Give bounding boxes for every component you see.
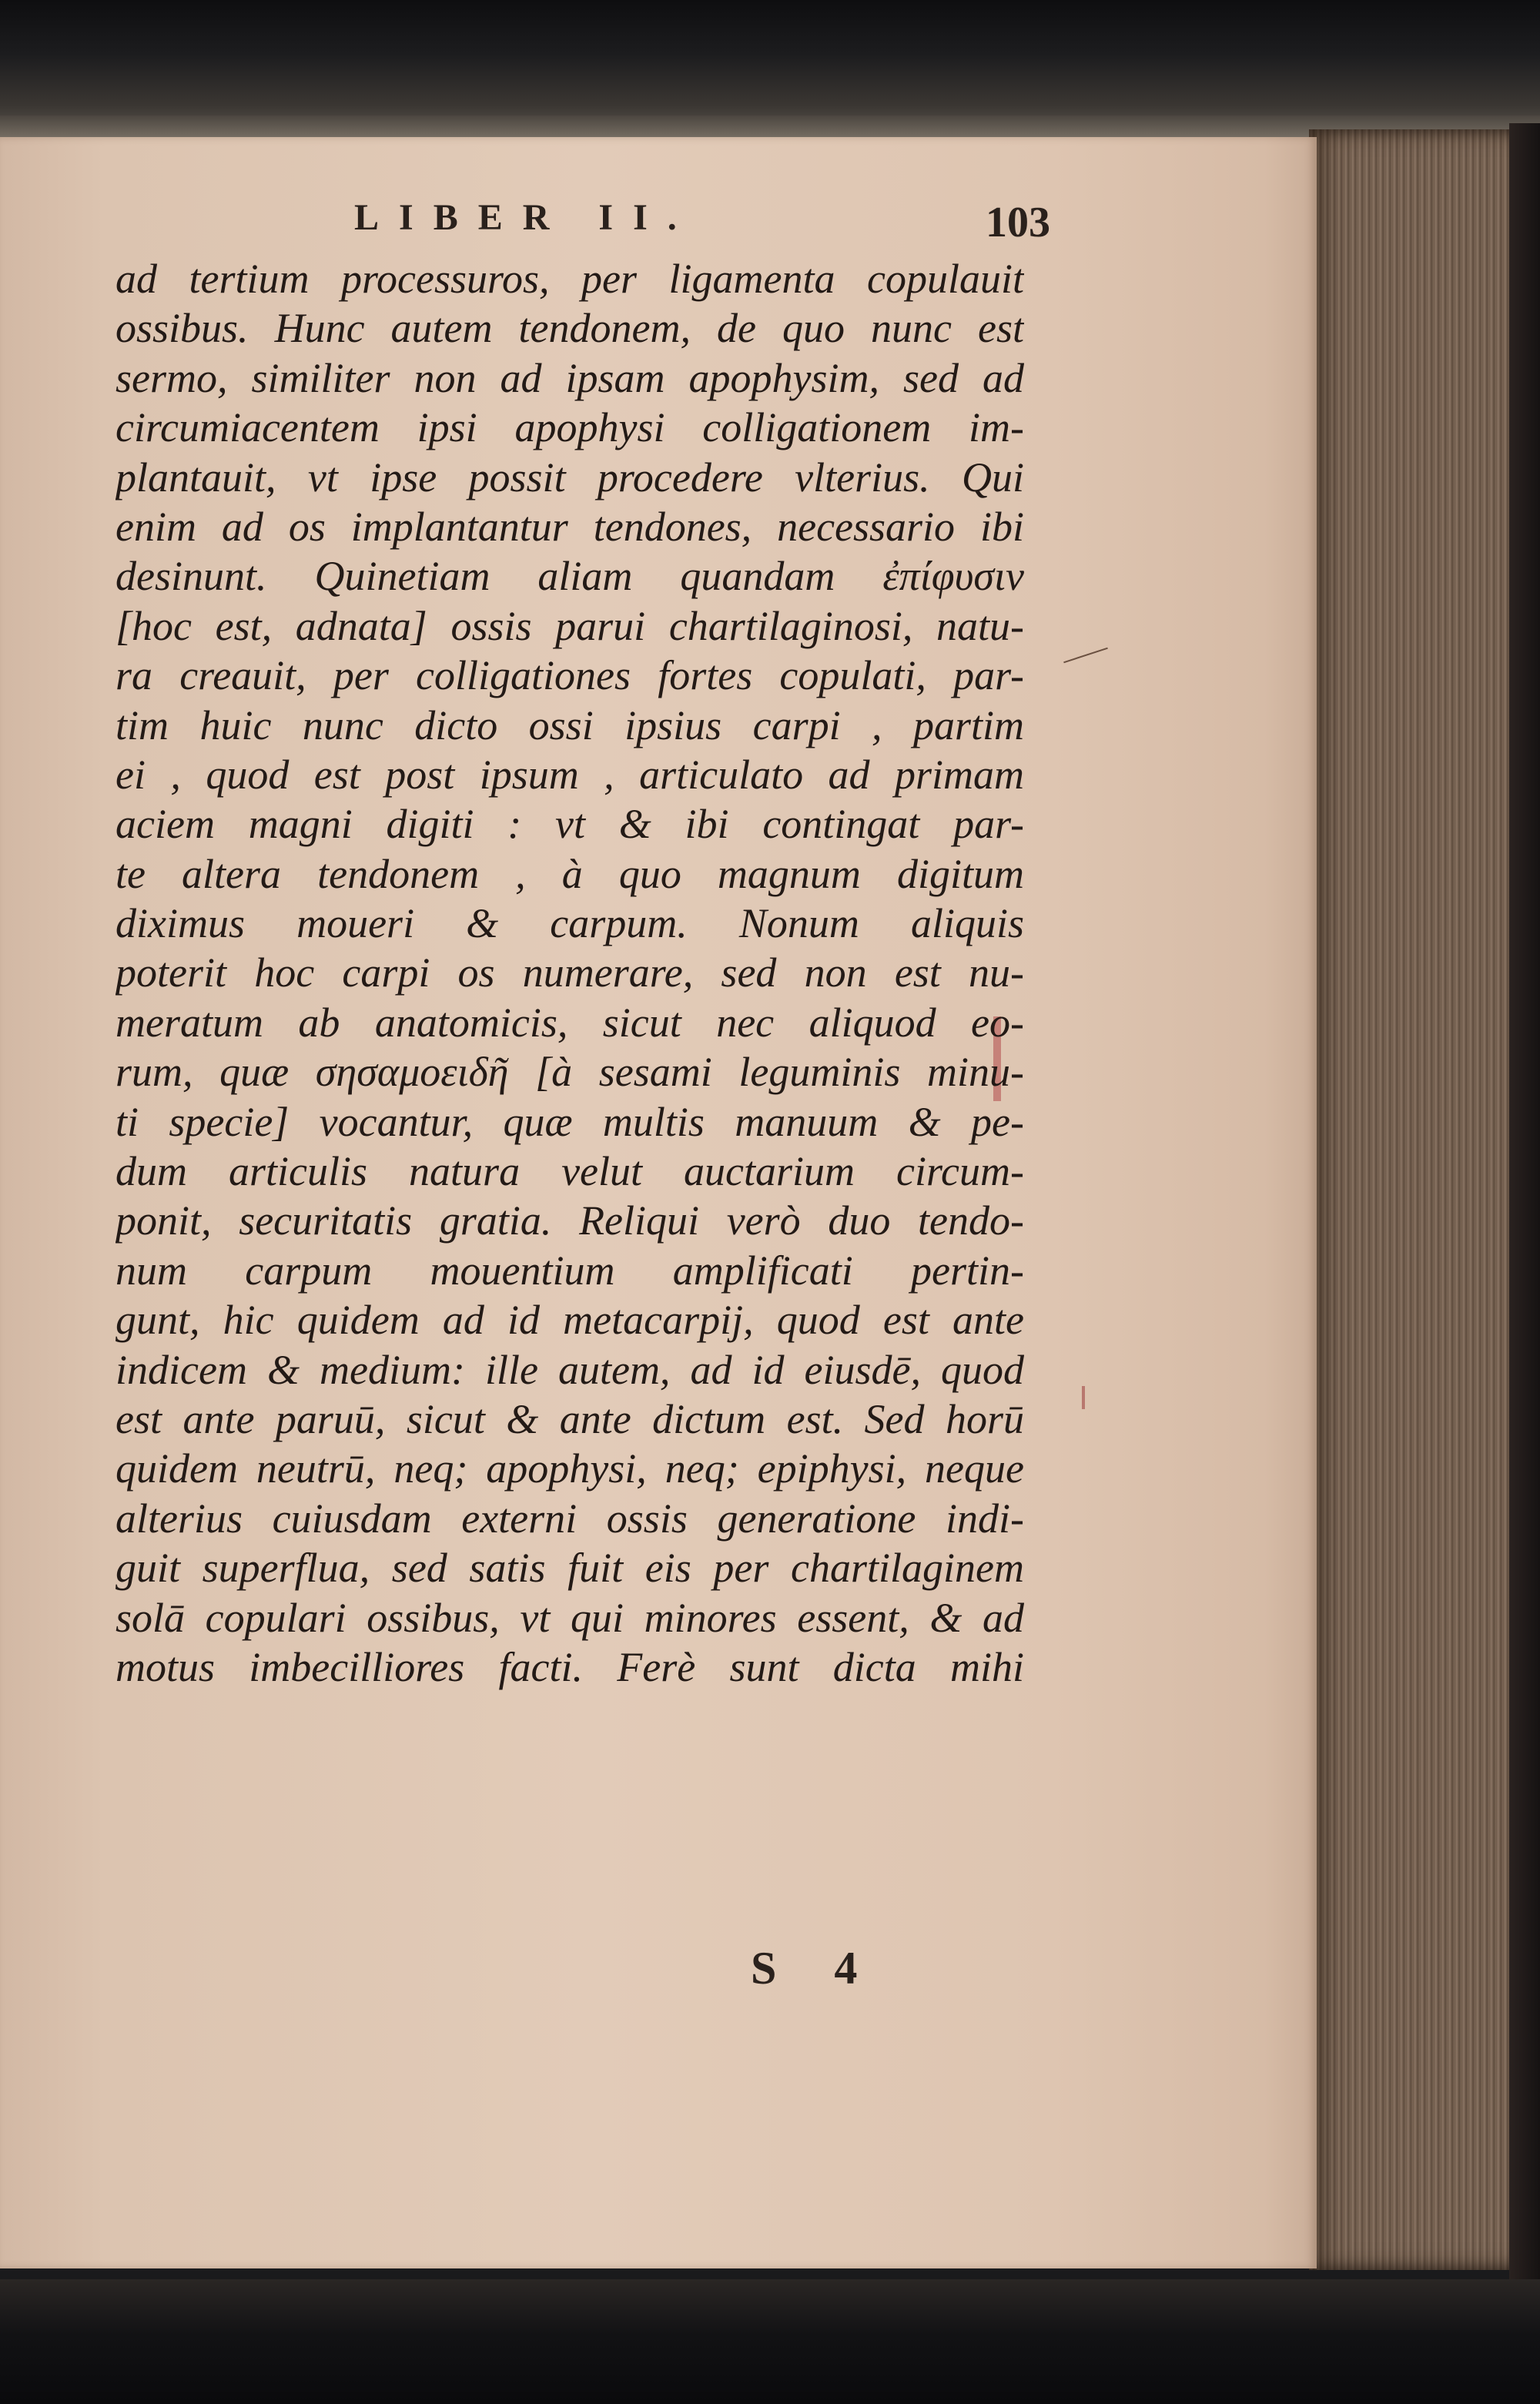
text-line: ad tertium processuros, per ligamenta copulauit: [116, 256, 1024, 302]
text-line: diximus moueri & carpum. Nonum aliquis: [116, 900, 1024, 947]
text-line: alterius cuiusdam externi ossis generatione indi-: [116, 1495, 1024, 1542]
text-line: quidem neutrū, neq; apophysi, neq; epiphysi, neque: [116, 1445, 1024, 1492]
text-line: solā copulari ossibus, vt qui minores essent, & ad: [116, 1594, 1024, 1641]
text-line: desinunt. Quinetiam aliam quandam ἐπίφυσιν: [116, 553, 1024, 600]
running-head: LIBER II.: [354, 197, 697, 238]
text-line: [hoc est, adnata] ossis parui chartilaginosi, natu-: [116, 602, 1024, 649]
text-line: meratum ab anatomicis, sicut nec aliquod eo-: [116, 999, 1024, 1046]
red-ink-mark: [1082, 1386, 1085, 1409]
text-line: rum, quæ σησαμοειδῆ [à sesami leguminis minu-: [116, 1049, 1024, 1096]
text-line: poterit hoc carpi os numerare, sed non est nu-: [116, 949, 1024, 996]
text-line: ra creauit, per colligationes fortes copulati, par-: [116, 652, 1024, 699]
text-line: indicem & medium: ille autem, ad id eiusdē, quod: [116, 1346, 1024, 1393]
background-top: [0, 0, 1540, 135]
text-line: guit superflua, sed satis fuit eis per chartilaginem: [116, 1545, 1024, 1592]
text-line: ei , quod est post ipsum , articulato ad primam: [116, 751, 1024, 798]
text-line: aciem magni digiti : vt & ibi contingat par-: [116, 801, 1024, 848]
text-line: dum articulis natura velut auctarium circum-: [116, 1148, 1024, 1195]
text-line: circumiacentem ipsi apophysi colligationem im-: [116, 404, 1024, 451]
text-line: gunt, hic quidem ad id metacarpij, quod est ante: [116, 1297, 1024, 1344]
text-line: sermo, similiter non ad ipsam apophysim, sed ad: [116, 354, 1024, 401]
text-line: num carpum mouentium amplificati pertin-: [116, 1247, 1024, 1294]
signature-mark: S 4: [751, 1943, 881, 1994]
body-text: [116, 254, 1024, 1692]
text-line: tim huic nunc dicto ossi ipsius carpi , partim: [116, 701, 1024, 748]
background-bottom: [0, 2279, 1540, 2404]
text-line: est ante paruū, sicut & ante dictum est. Sed horū: [116, 1395, 1024, 1442]
page-number: 103: [986, 199, 1050, 246]
text-line: ossibus. Hunc autem tendonem, de quo nunc est: [116, 305, 1024, 352]
text-line: ponit, securitatis gratia. Reliqui verò duo tendo-: [116, 1197, 1024, 1244]
text-line: enim ad os implantantur tendones, necessario ibi: [116, 503, 1024, 550]
text-line: motus imbecilliores facti. Ferè sunt dicta mihi: [116, 1643, 1024, 1690]
page-header: [123, 196, 1078, 258]
text-line: ti specie] vocantur, quæ multis manuum & pe-: [116, 1098, 1024, 1145]
text-line: plantauit, vt ipse possit procedere vlterius. Qui: [116, 454, 1024, 501]
text-line: te altera tendonem , à quo magnum digitum: [116, 850, 1024, 897]
book-cover-edge: [1509, 123, 1540, 2279]
page-fore-edge: [1309, 129, 1532, 2270]
